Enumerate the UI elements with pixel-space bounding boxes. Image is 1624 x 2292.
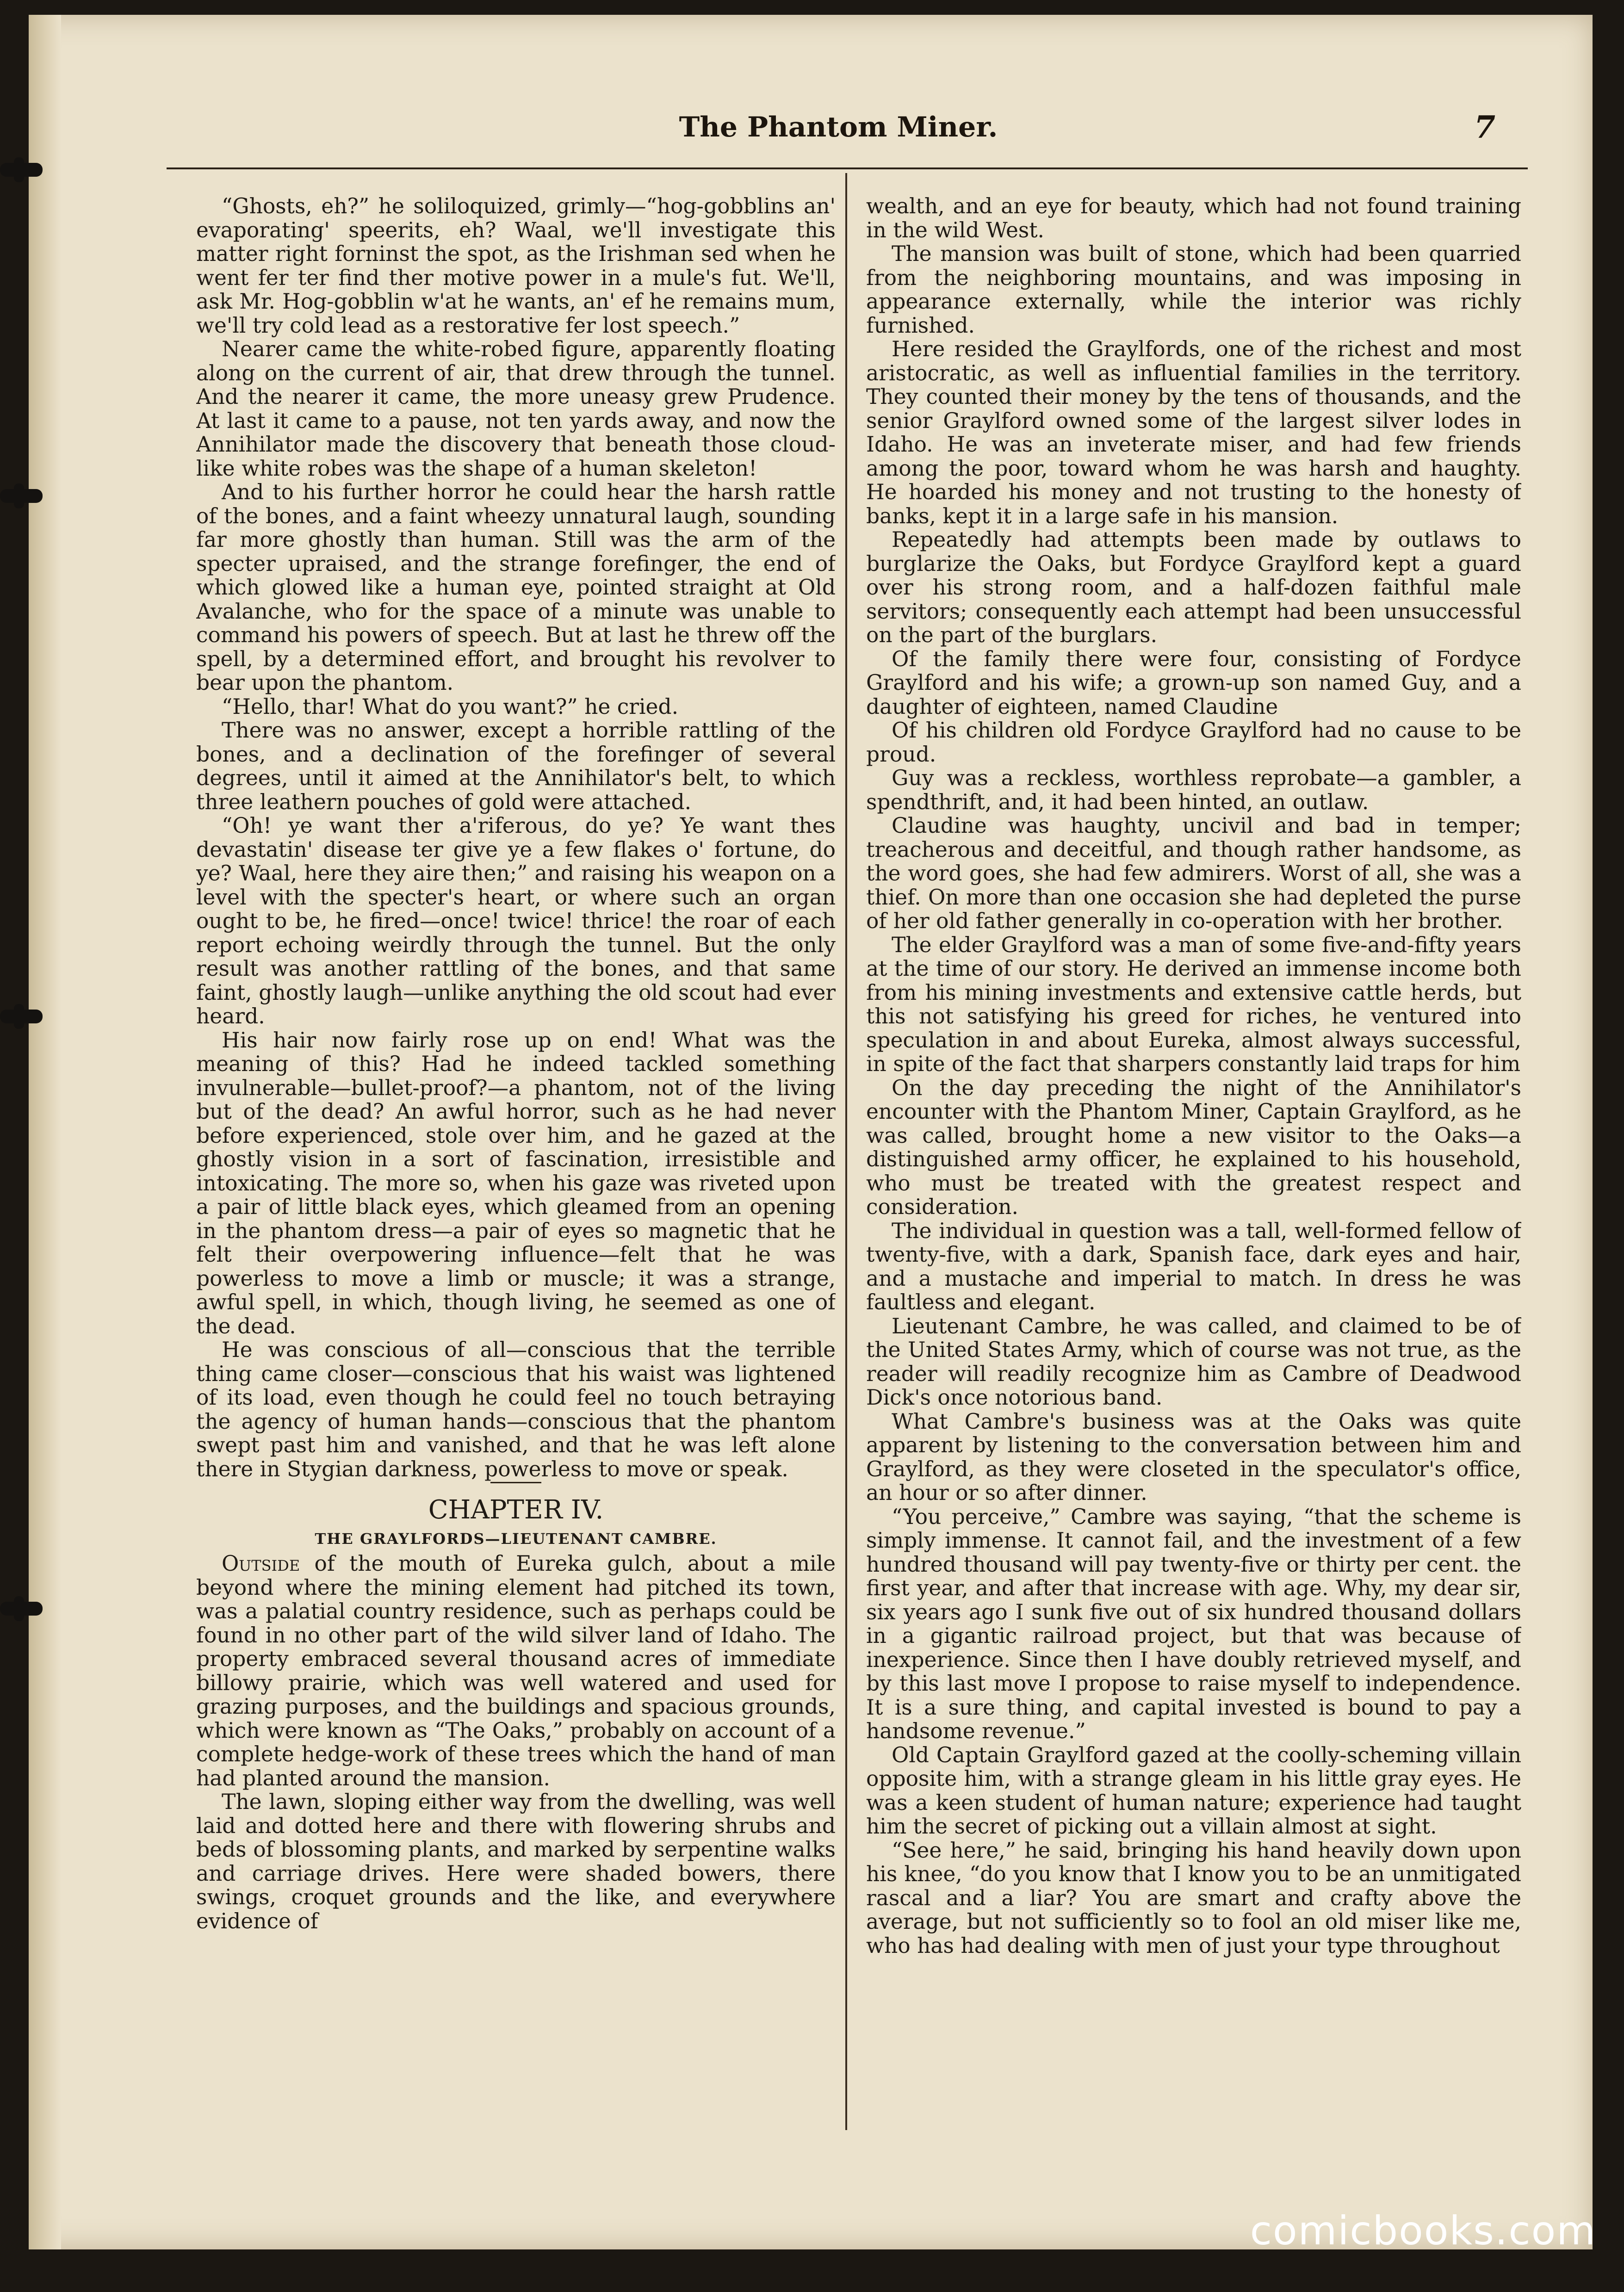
chapter-subtitle: THE GRAYLFORDS—LIEUTENANT CAMBRE.	[315, 1530, 717, 1548]
header-rule	[167, 167, 1528, 169]
chapter-opening-text: of the mouth of Eureka gulch, about a mile beyond where the mining element had pitched its town, was a palatial country residence, such as perhaps could be found in no other part of the wild silver land of Idaho. The property embraced several thousand acres of immediate billowy prairie, which was well watered and used for grazing purposes, and the buildings and spacious grounds, which were known as “The Oaks,” probably on account of a complete hedge-work of these trees which the hand of man had planted around the mansion.	[196, 1551, 836, 1790]
paragraph: “You perceive,” Cambre was saying, “that the scheme is simply immense. It cannot fail, and the investment of a few hundred thousand will pay twenty-five or thirty per cent. the first year, and after that increase with age. Why, my dear sir, six years ago I sunk five out of six hundred thousand dollars in a gigantic railroad project, but that was because of inexperience. Since then I have doubly retrieved myself, and by this last move I propose to raise myself to independence. It is a sure thing, and capital invested is bound to pay a handsome revenue.”	[866, 1504, 1521, 1743]
text-column-right	[866, 194, 1521, 2137]
paragraph: His hair now fairly rose up on end! What was the meaning of this? Had he indeed tackled something invulnerable—bullet-proof?—a phantom, not of the living but of the dead? An awful horror, such as he had never before experienced, stole over him, and he gazed at the ghostly vision in a sort of fascination, irresistible and intoxicating. The more so, when his gaze was riveted upon a pair of little black eyes, which gleamed from an opening in the phantom dress—a pair of eyes so magnetic that he felt their overpowering influence—felt that he was powerless to move a limb or muscle; it was a strange, awful spell, in which, though living, he seemed as one of the dead.	[196, 1028, 836, 1338]
binding-edge	[29, 15, 61, 2249]
paragraph: “See here,” he said, bringing his hand heavily down upon his knee, “do you know that I know you to be an unmitigated rascal and a liar? You are smart and crafty above the average, but not sufficiently so to fool an old miser like me, who has had dealing with men of just your type throughout	[866, 1838, 1521, 1958]
text-column-left	[196, 194, 836, 2137]
paragraph: On the day preceding the night of the Annihilator's encounter with the Phantom Miner, Captain Graylford, as he was called, brought home a new visitor to the Oaks—a distinguished army officer, he explained to his household, who must be treated with the greatest respect and consideration.	[866, 1075, 1521, 1219]
running-header-title: The Phantom Miner.	[679, 111, 998, 143]
paragraph: Lieutenant Cambre, he was called, and claimed to be of the United States Army, which of course was not true, as the reader will readily recognize him as Cambre of Deadwood Dick's once notorious band.	[866, 1313, 1521, 1410]
paragraph: Old Captain Graylford gazed at the coolly-scheming villain opposite him, with a strange gleam in his little gray eyes. He was a keen student of human nature; experience had taught him the secret of picking out a villain almost at sight.	[866, 1742, 1521, 1839]
staple-mark	[0, 1010, 43, 1023]
paragraph: There was no answer, except a horrible rattling of the bones, and a declination of the forefinger of several degrees, until it aimed at the Annihilator's belt, to which three leathern pouches of gold were attached.	[196, 718, 836, 814]
paragraph: He was conscious of all—conscious that the terrible thing came closer—conscious that his waist was lightened of its load, even though he could feel no touch betraying the agency of human hands—conscious that the phantom swept past him and vanished, and that he was left alone there in Stygian darkness, powerless to move or speak.	[196, 1338, 836, 1481]
paragraph: What Cambre's business was at the Oaks was quite apparent by listening to the conversation between him and Graylford, as they were closeted in the speculator's office, an hour or so after dinner.	[866, 1409, 1521, 1505]
page-number: 7	[1474, 109, 1495, 145]
chapter-heading: CHAPTER IV.	[428, 1495, 604, 1525]
staple-mark	[0, 1602, 43, 1616]
paragraph: Of the family there were four, consisting of Fordyce Graylford and his wife; a grown-up son named Guy, and a daughter of eighteen, named Claudine	[866, 646, 1521, 719]
chapter-opening-paragraph	[196, 1552, 836, 1790]
chapter-lead-word: Outside	[222, 1551, 300, 1576]
paragraph: “Ghosts, eh?” he soliloquized, grimly—“hog-gobblins an' evaporating' speerits, eh? Waal, we'll investigate this matter right forninst the spot, as the Irishman sed when he went fer ter find ther motive power in a mule's fut. We'll, ask Mr. Hog-gobblin w'at he wants, an' ef he remains mum, we'll try cold lead as a restorative fer lost speech.”	[196, 194, 836, 338]
staple-mark	[0, 489, 43, 503]
paragraph: The mansion was built of stone, which had been quarried from the neighboring mountains, and was imposing in appearance externally, while the interior was richly furnished.	[866, 242, 1521, 338]
chapter-rule	[490, 1482, 541, 1483]
paragraph: The lawn, sloping either way from the dwelling, was well laid and dotted here and there with flowering shrubs and beds of blossoming plants, and marked by serpentine walks and carriage drives. Here were shaded bowers, there swings, croquet grounds and the like, and everywhere evidence of	[196, 1790, 836, 1933]
paragraph: And to his further horror he could hear the harsh rattle of the bones, and a faint wheezy unnatural laugh, sounding far more ghostly than human. Still was the arm of the specter upraised, and the strange forefinger, the end of which glowed like a human eye, pointed straight at Old Avalanche, who for the space of a minute was unable to command his powers of speech. But at last he threw off the spell, by a determined effort, and brought his revolver to bear upon the phantom.	[196, 480, 836, 695]
paragraph: Guy was a reckless, worthless reprobate—a gambler, a spendthrift, and, it had been hinted, an outlaw.	[866, 766, 1521, 814]
paragraph: “Hello, thar! What do you want?” he cried.	[222, 694, 679, 719]
paragraph: The individual in question was a tall, well-formed fellow of twenty-five, with a dark, Spanish face, dark eyes and hair, and a mustache and imperial to match. In dress he was faultless and elegant.	[866, 1218, 1521, 1314]
paragraph: Here resided the Graylfords, one of the richest and most aristocratic, as well as influential families in the territory. They counted their money by the tens of thousands, and the senior Graylford owned some of the largest silver lodes in Idaho. He was an inveterate miser, and had few friends among the poor, toward whom he was harsh and haughty. He hoarded his money and not trusting to the honesty of banks, kept it in a large safe in his mansion.	[866, 337, 1521, 528]
magazine-page	[29, 15, 1593, 2249]
site-watermark: comicbooks.com	[1250, 2208, 1596, 2254]
paragraph: wealth, and an eye for beauty, which had not found training in the wild West.	[866, 194, 1521, 242]
staple-mark	[0, 163, 43, 177]
paragraph: “Oh! ye want ther a'riferous, do ye? Ye want thes devastatin' disease ter give ye a few flakes o' fortune, do ye? Waal, here they aire then;” and raising his weapon on a level with the specter's heart, or where such an organ ought to be, he fired—once! twice! thrice! the roar of each report echoing weirdly through the tunnel. But the only result was another rattling of the bones, and that same faint, ghostly laugh—unlike anything the old scout had ever heard.	[196, 813, 836, 1028]
column-divider	[845, 173, 847, 2130]
paragraph: Claudine was haughty, uncivil and bad in temper; treacherous and deceitful, and though rather handsome, as the word goes, she had few admirers. Worst of all, she was a thief. On more than one occasion she had depleted the purse of her old father generally in co-operation with her brother.	[866, 813, 1521, 933]
paragraph: The elder Graylford was a man of some five-and-fifty years at the time of our story. He derived an immense income both from his mining investments and extensive cattle herds, but this not satisfying his greed for riches, he ventured into speculation in and about Eureka, almost always successful, in spite of the fact that sharpers constantly laid traps for him	[866, 932, 1521, 1076]
paragraph: Nearer came the white-robed figure, apparently floating along on the current of air, that drew through the tunnel. And the nearer it came, the more uneasy grew Prudence. At last it came to a pause, not ten yards away, and now the Annihilator made the discovery that beneath those cloud-like white robes was the shape of a human skeleton!	[196, 337, 836, 481]
paragraph: Of his children old Fordyce Graylford had no cause to be proud.	[866, 718, 1521, 767]
paragraph: Repeatedly had attempts been made by outlaws to burglarize the Oaks, but Fordyce Graylford kept a guard over his strong room, and a half-dozen faithful male servitors; consequently each attempt had been unsuccessful on the part of the burglars.	[866, 527, 1521, 647]
